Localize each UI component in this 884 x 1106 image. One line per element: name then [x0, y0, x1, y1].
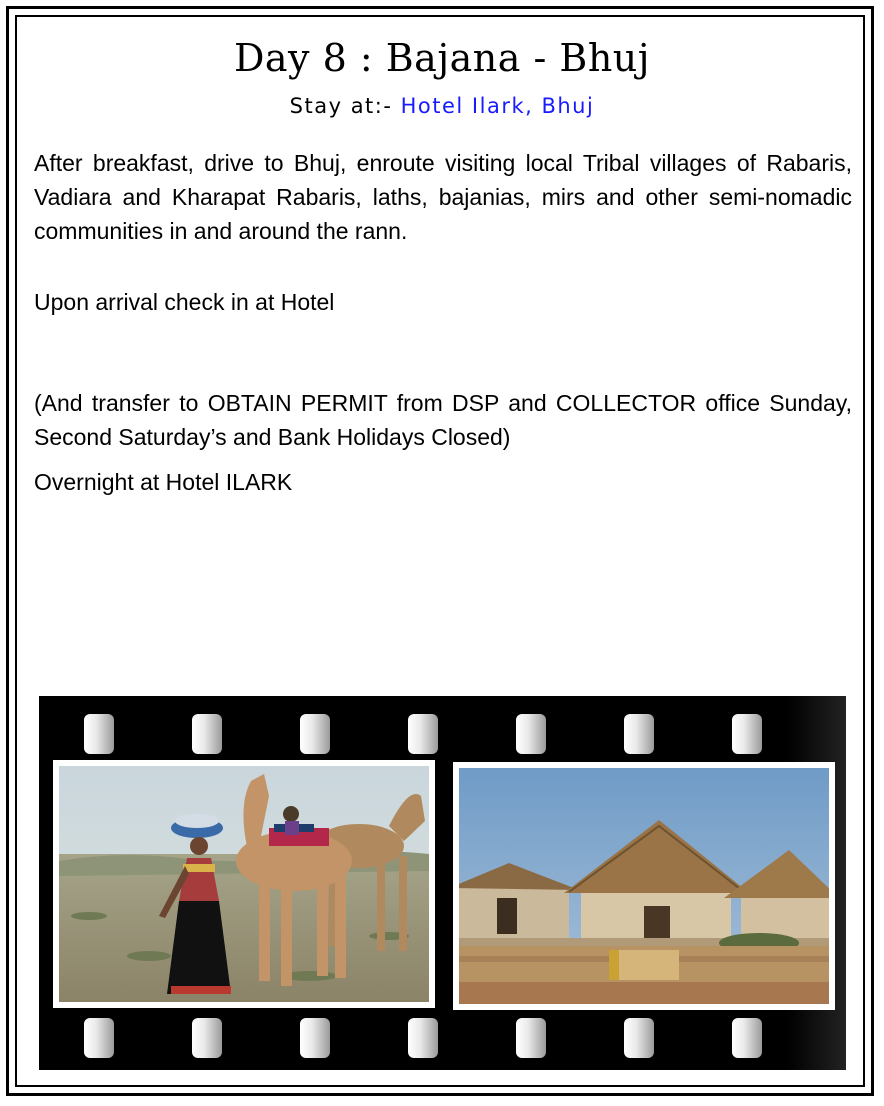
film-sprocket-hole	[516, 1018, 546, 1058]
film-sprocket-hole	[408, 1018, 438, 1058]
film-sprocket-hole	[732, 714, 762, 754]
permit-paragraph: (And transfer to OBTAIN PERMIT from DSP and COLLECTOR office Sunday, Second Saturday’s and Bank Holidays Closed)	[34, 390, 852, 450]
hotel-name: Hotel Ilark, Bhuj	[400, 94, 595, 118]
overnight-paragraph: Overnight at Hotel ILARK	[34, 469, 293, 495]
page-title: Day 8 : Bajana - Bhuj	[233, 36, 651, 80]
bhunga-huts-photo-frame	[453, 762, 835, 1010]
film-sprocket-hole	[84, 1018, 114, 1058]
film-sprocket-hole	[516, 714, 546, 754]
camel-caravan-photo-frame	[53, 760, 435, 1008]
stay-line	[0, 94, 884, 118]
film-sprocket-hole	[624, 1018, 654, 1058]
film-strip	[39, 696, 846, 1070]
film-sprocket-hole	[192, 1018, 222, 1058]
film-sprocket-hole	[300, 714, 330, 754]
film-sprocket-hole	[84, 714, 114, 754]
itinerary-paragraph: After breakfast, drive to Bhuj, enroute visiting local Tribal villages of Rabaris, Vadiara and Kharapat Rabaris, laths, bajanias, mirs and other semi-nomadic communities in and around the rann.	[34, 150, 852, 244]
film-sprocket-hole	[408, 714, 438, 754]
stay-label: Stay at:-	[289, 94, 401, 118]
film-sprocket-hole	[624, 714, 654, 754]
film-sprocket-hole	[300, 1018, 330, 1058]
film-sprocket-hole	[732, 1018, 762, 1058]
camel-caravan-photo	[59, 766, 429, 1002]
bhunga-huts-photo	[459, 768, 829, 1004]
arrival-paragraph: Upon arrival check in at Hotel	[34, 289, 335, 315]
film-sprocket-hole	[192, 714, 222, 754]
